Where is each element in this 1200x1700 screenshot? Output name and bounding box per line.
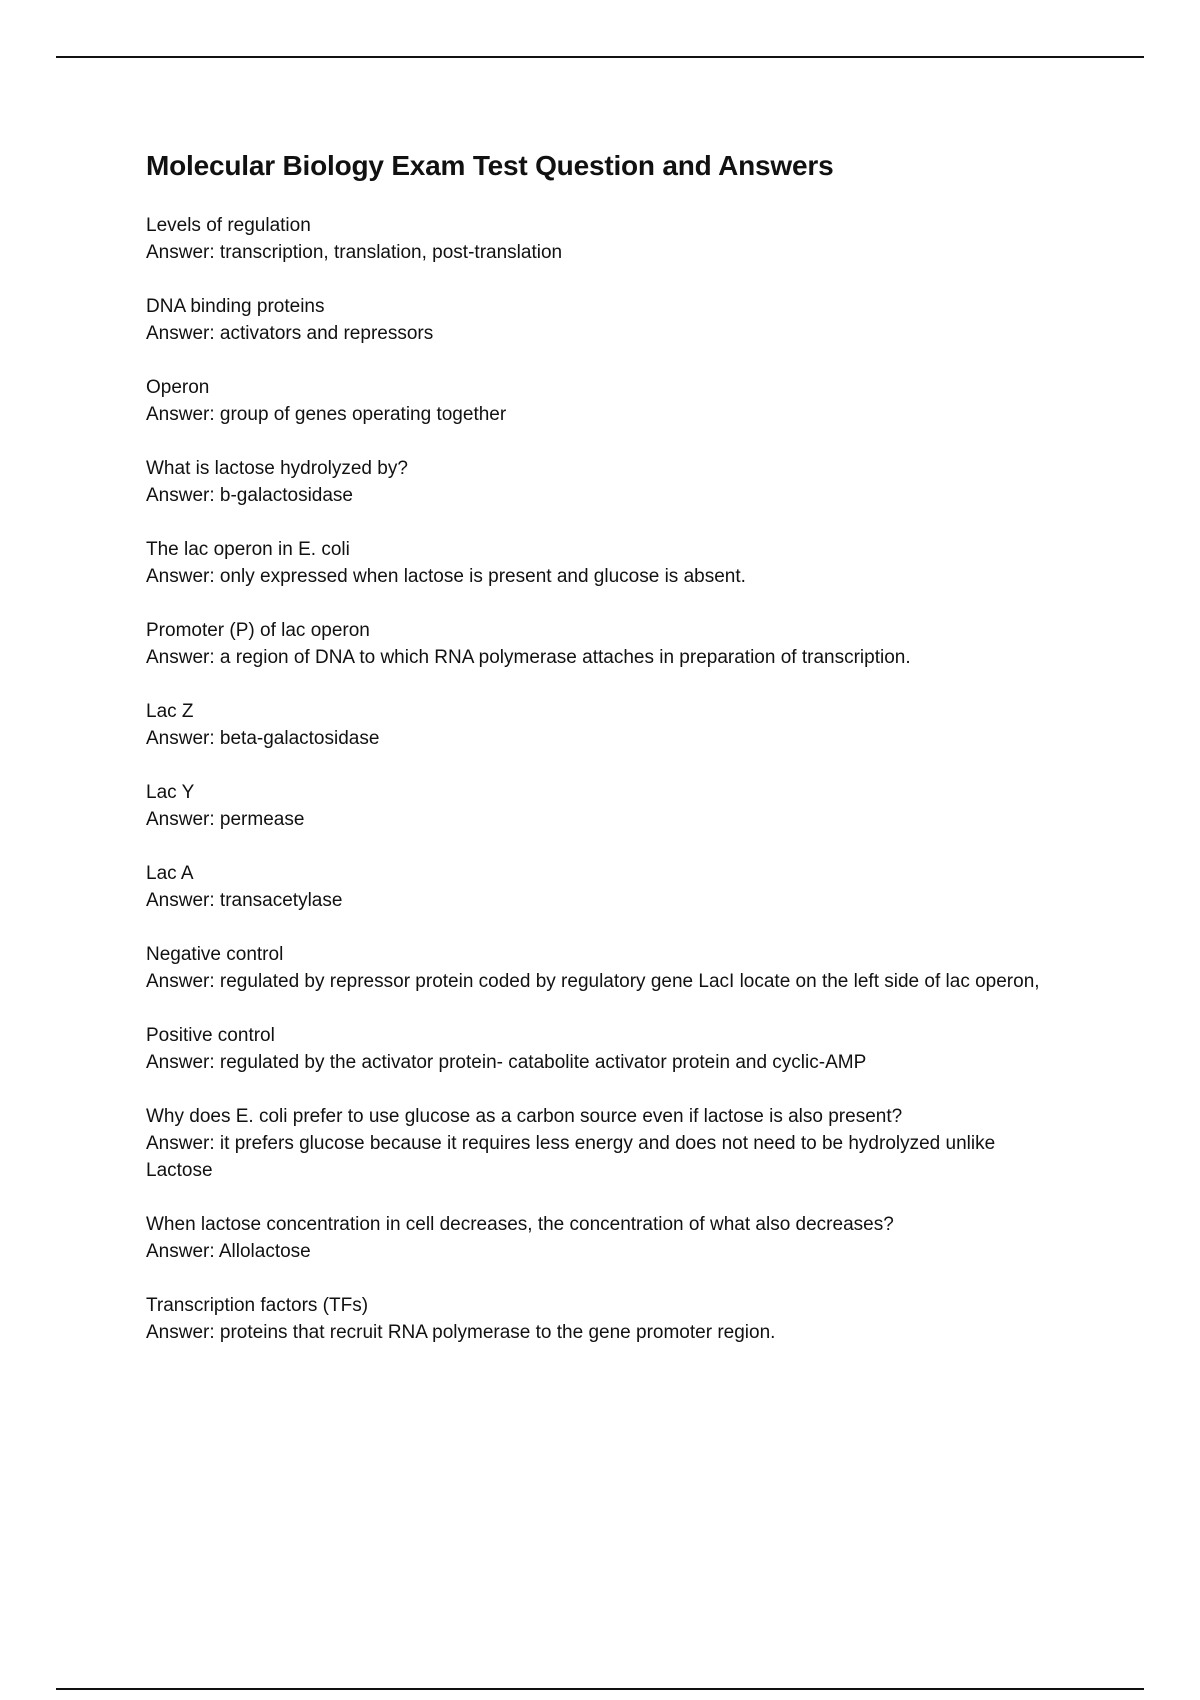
answer-text: Answer: it prefers glucose because it requires less energy and does not need to be hydrolyzed unlike Lactose <box>146 1133 996 1181</box>
answer-text: Answer: regulated by repressor protein coded by regulatory gene LacI locate on the left side of lac operon, <box>146 971 1040 992</box>
qa-item <box>146 1022 1066 1076</box>
qa-item <box>146 1211 1066 1265</box>
question-text: Why does E. coli prefer to use glucose as a carbon source even if lactose is also present? <box>146 1106 903 1127</box>
question-text: Operon <box>146 377 210 398</box>
qa-item <box>146 941 1066 995</box>
question-text: Lac Z <box>146 701 194 722</box>
question-text: Lac Y <box>146 782 195 803</box>
answer-text: Answer: regulated by the activator protein- catabolite activator protein and cyclic-AMP <box>146 1052 867 1073</box>
answer-text: Answer: a region of DNA to which RNA polymerase attaches in preparation of transcription. <box>146 647 911 668</box>
qa-item <box>146 212 1066 266</box>
question-text: Levels of regulation <box>146 215 311 236</box>
question-text: Negative control <box>146 944 284 965</box>
qa-item <box>146 860 1066 914</box>
answer-text: Answer: permease <box>146 809 305 830</box>
qa-item <box>146 779 1066 833</box>
answer-text: Answer: transacetylase <box>146 890 343 911</box>
qa-item <box>146 536 1066 590</box>
question-text: Transcription factors (TFs) <box>146 1295 369 1316</box>
document-title: Molecular Biology Exam Test Question and Answers <box>146 150 834 181</box>
answer-text: Answer: beta-galactosidase <box>146 728 380 749</box>
qa-item <box>146 1103 1066 1184</box>
qa-item <box>146 617 1066 671</box>
document-body <box>146 148 1066 1373</box>
question-text: When lactose concentration in cell decreases, the concentration of what also decreases? <box>146 1214 894 1235</box>
qa-item <box>146 698 1066 752</box>
answer-text: Answer: group of genes operating together <box>146 404 507 425</box>
answer-text: Answer: Allolactose <box>146 1241 311 1262</box>
answer-text: Answer: proteins that recruit RNA polymerase to the gene promoter region. <box>146 1322 776 1343</box>
footer-rule <box>56 1688 1144 1690</box>
answer-text: Answer: only expressed when lactose is present and glucose is absent. <box>146 566 746 587</box>
answer-text: Answer: b-galactosidase <box>146 485 353 506</box>
qa-item <box>146 293 1066 347</box>
answer-text: Answer: activators and repressors <box>146 323 434 344</box>
question-text: Lac A <box>146 863 194 884</box>
qa-item <box>146 374 1066 428</box>
answer-text: Answer: transcription, translation, post-translation <box>146 242 563 263</box>
question-text: Positive control <box>146 1025 275 1046</box>
question-text: What is lactose hydrolyzed by? <box>146 458 408 479</box>
header-rule <box>56 56 1144 58</box>
qa-list <box>146 212 1066 1346</box>
question-text: DNA binding proteins <box>146 296 325 317</box>
question-text: Promoter (P) of lac operon <box>146 620 370 641</box>
qa-item <box>146 1292 1066 1346</box>
question-text: The lac operon in E. coli <box>146 539 350 560</box>
qa-item <box>146 455 1066 509</box>
